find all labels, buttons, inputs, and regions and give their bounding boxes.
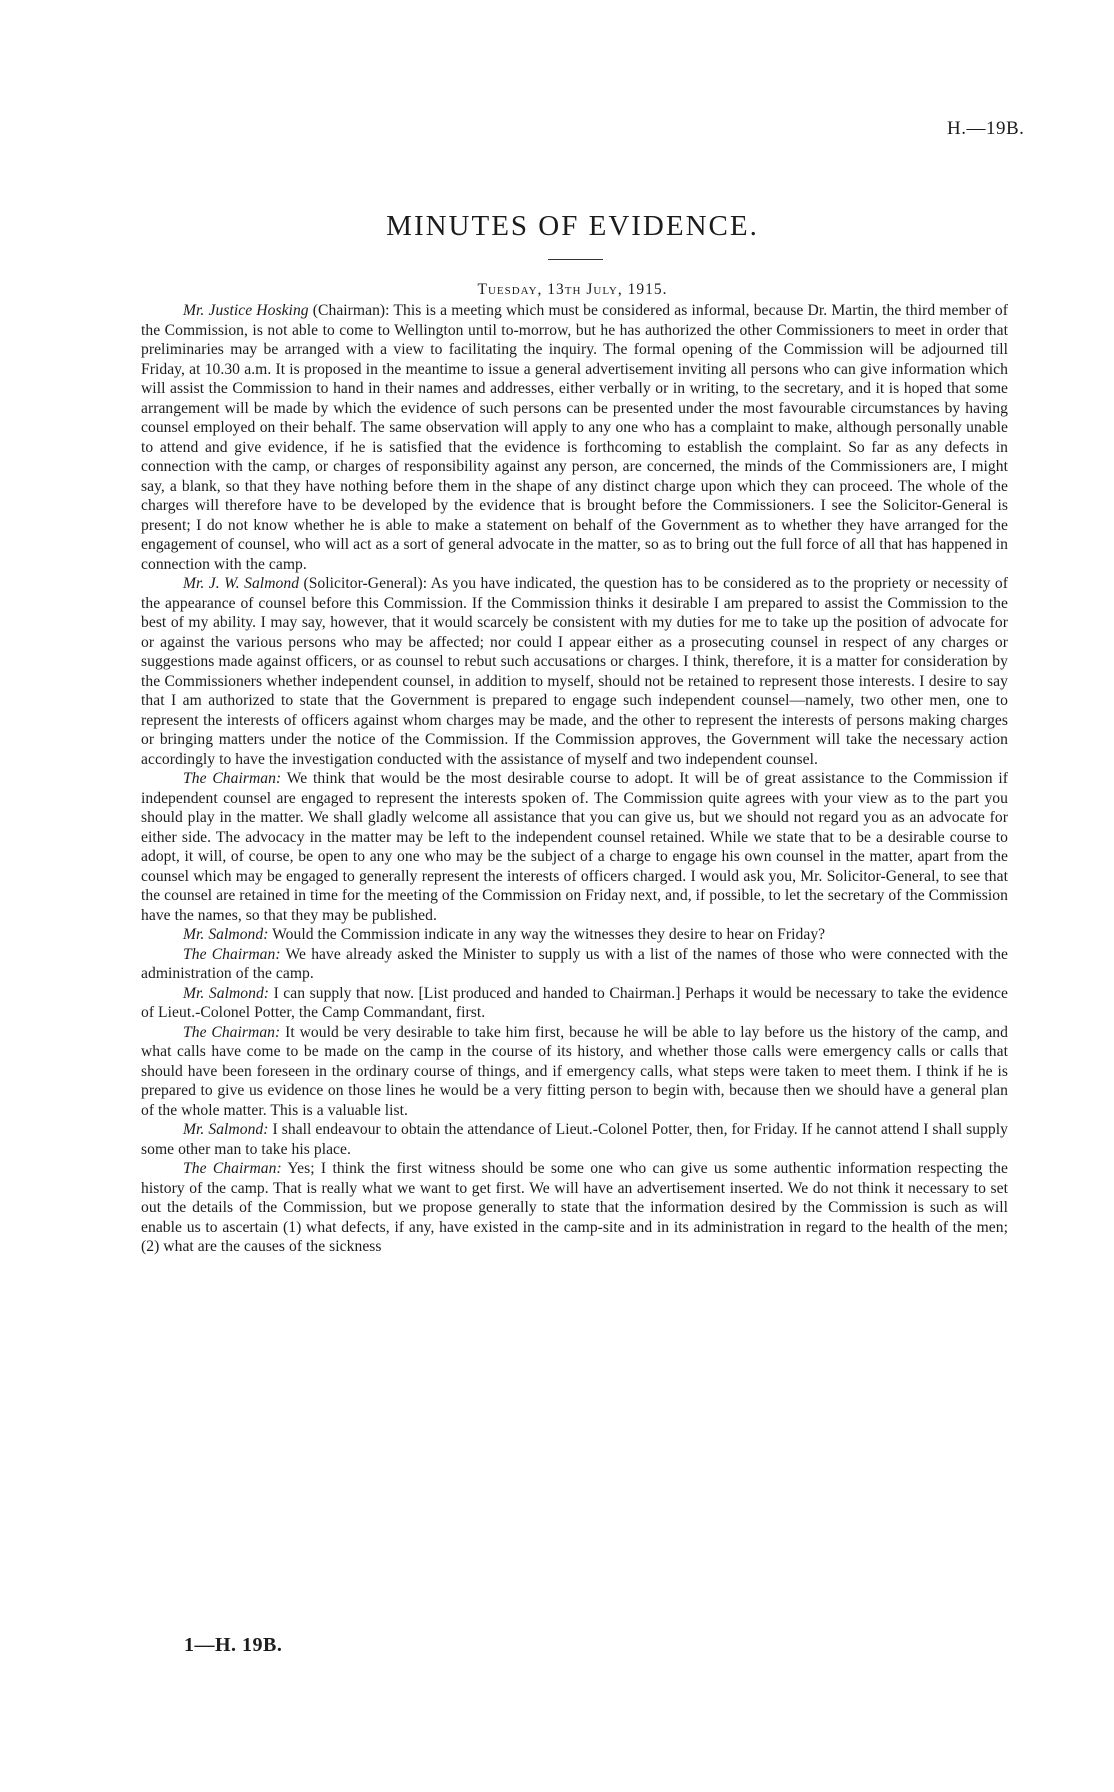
paragraph-text: I shall endeavour to obtain the attendance of Lieut.-Colonel Potter, then, for Friday. If he cannot attend I shall supply some other man to take his place. <box>141 1121 1009 1158</box>
paragraph <box>141 1120 1008 1159</box>
paragraph-text: We have already asked the Minister to supply us with a list of the names of those who were connected with the administration of the camp. <box>141 945 1009 982</box>
paragraph <box>141 1023 1008 1121</box>
minutes-body <box>141 301 1008 1257</box>
paragraph <box>141 301 1008 574</box>
speaker-name: The Chairman: <box>183 945 281 963</box>
speaker-name: Mr. Salmond: <box>183 926 269 943</box>
page-reference: H.—19B. <box>947 118 1025 139</box>
speaker-name: The Chairman: <box>183 770 282 787</box>
paragraph-text: Yes; I think the first witness should be some one who can give us some authentic information respecting the history of the camp. That is really what we want to get first. We will have an advertisement inserted. We do not think it necessary to set out the details of the Commission, but we propose generally to state that the information desired by the Commission is such as will enable us to ascertain (1) what defects, if any, have existed in the camp-site and in its administration in regard to the health of the men; (2) what are the causes of the sickness <box>141 1160 1008 1255</box>
speaker-name: Mr. J. W. Salmond <box>183 575 300 592</box>
date-line: Tuesday, 13th July, 1915. <box>477 281 668 298</box>
paragraph <box>141 769 1008 925</box>
paragraph-text: It would be very desirable to take him first, because he will be able to lay before us the history of the camp, and what calls have come to be made on the camp in the course of its history, and whether those calls were emergency calls or calls that should have been foreseen in the ordinary course of things, and if emergency calls, what steps were taken to meet them. I think if he is prepared to give us evidence on those lines he would be a very fitting person to begin with, because then we should have a general plan of the whole matter. This is a valuable list. <box>141 1023 1008 1119</box>
paragraph-text: I can supply that now. [List produced and handed to Chairman.] Perhaps it would be necessary to take the evidence of Lieut.-Colonel Potter, the Camp Commandant, first. <box>141 984 1008 1021</box>
speaker-name: Mr. Salmond: <box>183 984 270 1002</box>
paragraph <box>141 574 1008 769</box>
footer-page-number: 1—H. 19B. <box>184 1634 283 1656</box>
document-title: MINUTES OF EVIDENCE. <box>386 210 759 242</box>
speaker-name: The Chairman: <box>183 1023 281 1041</box>
paragraph-text: (Solicitor-General): As you have indicated, the question has to be considered as to the propriety or necessity of the appearance of counsel before this Commission. If the Commission thinks it desirable I am prepared to assist the Commission to the best of my ability. I may say, however, that it would scarcely be consistent with my duties for me to take up the position of advocate for or against the various persons who may be affected; nor could I appear either as a prosecuting counsel in respect of any charges or suggestions made against officers, or as counsel to rebut such accusations or charges. I think, therefore, it is a matter for consideration by the Commissioners whether independent counsel, in addition to myself, should not be retained to represent those interests. I desire to say that I am authorized to state that the Government is prepared to engage such independent counsel—namely, two other men, one to represent the interests of officers against whom charges may be made, and the other to represent the interests of persons making charges or bringing matters under the notice of the Commission. If the Commission approves, the Government will take the necessary action accordingly to have the investigation conducted with the assistance of myself and two independent counsel. <box>141 575 1008 768</box>
paragraph-text: Would the Commission indicate in any way the witnesses they desire to hear on Friday? <box>268 926 826 943</box>
paragraph-text: We think that would be the most desirable course to adopt. It will be of great assistance to the Commission if independent counsel are engaged to represent the interests spoken of. The Commission quite agrees with your view as to the part you should play in the matter. We shall gladly welcome all assistance that you can give us, but we should not regard you as an advocate for either side. The advocacy in the matter may be left to the independent counsel retained. While we state that to be a desirable course to adopt, it will, of course, be open to any one who may be the subject of a charge to engage his own counsel in the matter, apart from the counsel which may be engaged to generally represent the interests of officers charged. I would ask you, Mr. Solicitor-General, to see that the counsel are retained in time for the meeting of the Commission on Friday next, and, if possible, to let the secretary of the Commission have the names, so that they may be published. <box>141 770 1008 924</box>
speaker-name: Mr. Justice Hosking <box>183 302 309 319</box>
paragraph <box>141 945 1008 984</box>
title-rule <box>548 259 603 260</box>
paragraph <box>141 1159 1008 1257</box>
speaker-name: The Chairman: <box>183 1160 282 1177</box>
paragraph-text: (Chairman): This is a meeting which must be considered as informal, because Dr. Martin, the third member of the Commission, is not able to come to Wellington until to-morrow, but he has authorized the other Commissioners to meet in order that preliminaries may be arranged with a view to facilitating the inquiry. The formal opening of the Commission will be adjourned till Friday, at 10.30 a.m. It is proposed in the meantime to issue a general advertisement inviting all persons who can give information which will assist the Commission to hand in their names and addresses, either verbally or in writing, to the secretary, and it is hoped that some arrangement will be made by which the evidence of such persons can be presented under the most favourable circumstances by having counsel employed on their behalf. The same observation will apply to any one who has a complaint to make, although personally unable to attend and give evidence, if he is satisfied that the evidence is forthcoming to establish the complaint. So far as any defects in connection with the camp, or charges of responsibility against any person, are concerned, the minds of the Commissioners are, I might say, a blank, so that they have nothing before them in the shape of any distinct charge upon which they can proceed. The whole of the charges will therefore have to be developed by the evidence that is brought before the Commissioners. I see the Solicitor-General is present; I do not know whether he is able to make a statement on behalf of the Government as to whether they have arranged for the engagement of counsel, who will act as a sort of general advocate in the matter, so as to bring out the full force of all that has happened in connection with the camp. <box>141 302 1008 573</box>
paragraph <box>141 984 1008 1023</box>
paragraph <box>141 925 1008 945</box>
speaker-name: Mr. Salmond: <box>183 1121 269 1138</box>
